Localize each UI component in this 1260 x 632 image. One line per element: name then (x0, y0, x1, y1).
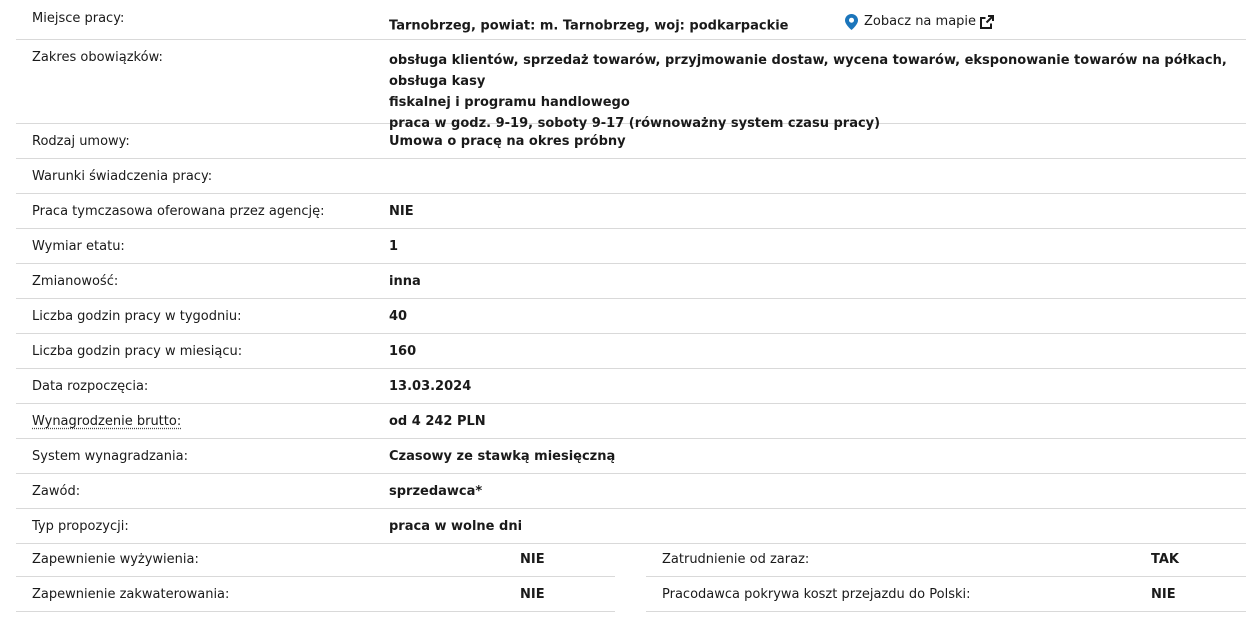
row-occupation (16, 474, 1246, 509)
cell-accommodation (16, 577, 615, 612)
row-label: Wymiar etatu: (32, 238, 125, 254)
workplace-value: Tarnobrzeg, powiat: m. Tarnobrzeg, woj: podkarpackie (389, 18, 789, 34)
row-label: Zatrudnienie od zaraz: (662, 551, 810, 567)
row-label: System wynagradzania: (32, 448, 188, 464)
row-hours-month (16, 334, 1246, 369)
row-shifts (16, 264, 1246, 299)
row-label: Zakres obowiązków: (32, 50, 163, 65)
row-label: Zapewnienie zakwaterowania: (32, 586, 230, 602)
row-hours-week (16, 299, 1246, 334)
row-label: Data rozpoczęcia: (32, 378, 149, 394)
row-temp-agency (16, 194, 1246, 229)
row-value (389, 11, 994, 37)
row-work-conditions (16, 159, 1246, 194)
row-pay-system (16, 439, 1246, 474)
cell-travel-cost (646, 577, 1246, 612)
details-table (16, 0, 1246, 544)
row-label: Liczba godzin pracy w miesiącu: (32, 343, 243, 359)
row-value: 40 (389, 308, 408, 324)
row-value: TAK (1151, 551, 1179, 567)
map-link[interactable] (845, 11, 994, 32)
row-value: praca w wolne dni (389, 518, 523, 534)
row-label: Wynagrodzenie brutto: (32, 413, 182, 429)
row-value: 160 (389, 343, 417, 359)
row-start-date (16, 369, 1246, 404)
row-value: NIE (1151, 586, 1176, 602)
row-label: Liczba godzin pracy w tygodniu: (32, 308, 242, 324)
row-label: Zapewnienie wyżywienia: (32, 551, 199, 567)
row-label: Zmianowość: (32, 273, 119, 289)
row-value: od 4 242 PLN (389, 413, 486, 429)
row-value: 1 (389, 238, 399, 254)
split-row (16, 577, 1246, 612)
row-label: Zawód: (32, 483, 81, 499)
row-label: Rodzaj umowy: (32, 133, 130, 149)
map-link-label[interactable]: Zobacz na mapie (864, 14, 977, 29)
row-value: Umowa o pracę na okres próbny (389, 133, 626, 149)
row-value: 13.03.2024 (389, 378, 472, 394)
row-value: NIE (520, 551, 545, 567)
map-pin-icon (845, 14, 858, 30)
row-value: NIE (520, 586, 545, 602)
split-details (16, 542, 1246, 612)
row-value: inna (389, 273, 421, 289)
row-offer-type (16, 509, 1246, 544)
row-workplace (16, 0, 1246, 40)
row-job-size (16, 229, 1246, 264)
row-value: Czasowy ze stawką miesięczną (389, 448, 616, 464)
row-label: Miejsce pracy: (32, 11, 125, 26)
row-value: sprzedawca* (389, 483, 483, 499)
row-label: Typ propozycji: (32, 518, 129, 534)
row-duties (16, 40, 1246, 131)
cell-immediate-hire (646, 542, 1246, 577)
duties-line: fiskalnej i programu handlowego (389, 95, 630, 110)
row-label: Pracodawca pokrywa koszt przejazdu do Polski: (662, 586, 971, 602)
row-label: Praca tymczasowa oferowana przez agencję: (32, 203, 325, 219)
duties-line: praca w godz. 9-19, soboty 9-17 (równoważny system czasu pracy) (389, 116, 881, 131)
duties-line: obsługa klientów, sprzedaż towarów, przyjmowanie dostaw, wycena towarów, eksponowanie towarów na półkach, obsługa kasy (389, 53, 1227, 89)
row-label: Warunki świadczenia pracy: (32, 168, 213, 184)
external-link-icon (980, 15, 994, 29)
row-value (389, 50, 1246, 134)
row-gross-salary (16, 404, 1246, 439)
row-value: NIE (389, 203, 414, 219)
split-row (16, 542, 1246, 577)
cell-meals (16, 542, 615, 577)
